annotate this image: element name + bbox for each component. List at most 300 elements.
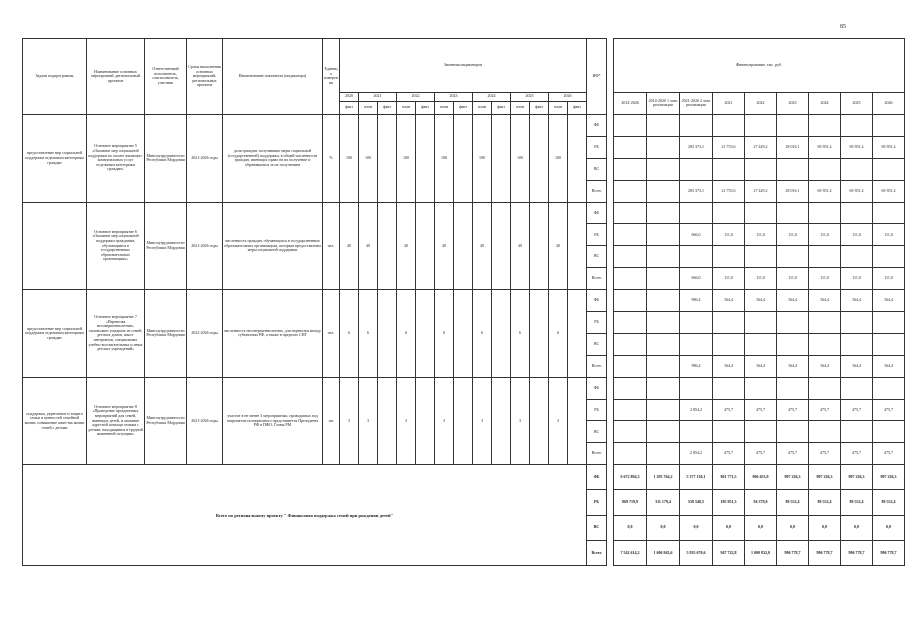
finance-value <box>745 312 777 334</box>
finance-value: 111,0 <box>873 224 905 246</box>
finance-value: 164,4 <box>841 290 873 312</box>
block-indicator: доля граждан, получивших меры социальной (государственной) поддержки, в общей численности граждан, имеющих право на их получение и обратившихся за их получением <box>223 114 323 202</box>
header-subcol: факт <box>378 101 397 114</box>
total-value: 0,0 <box>713 515 745 540</box>
source-cell: ВС <box>587 158 607 180</box>
finance-value: 475,7 <box>841 399 873 421</box>
header-fin-col: 2025 <box>841 92 873 114</box>
header-measure: Наименование основных мероприятий, региональный проектов <box>87 39 145 115</box>
indicator-value <box>378 377 397 465</box>
finance-value: 475,7 <box>745 443 777 465</box>
total-value: 0,0 <box>680 515 713 540</box>
header-fin-col: 2014-2020 1 этап реализации <box>647 92 680 114</box>
finance-value <box>841 246 873 268</box>
finance-value: 475,7 <box>841 443 873 465</box>
finance-value <box>809 202 841 224</box>
finance-value <box>841 202 873 224</box>
finance-value <box>713 202 745 224</box>
header-fin-col: 2014-2026 <box>614 92 647 114</box>
finance-value <box>647 443 680 465</box>
block-measure: Основное мероприятие 5 «Оказание мер социальной поддержки по оплате жилищно-коммунальных услуг отдельным категориям граждан» <box>87 114 145 202</box>
total-value: 947 722,8 <box>713 540 745 565</box>
header-subcol: план <box>549 101 568 114</box>
finance-value <box>809 312 841 334</box>
indicator-value <box>530 290 549 378</box>
block-unit: чел. <box>323 290 340 378</box>
finance-value <box>614 136 647 158</box>
indicator-value: 3 <box>359 377 378 465</box>
block-task: предоставление мер социальной поддержки отдельным категориям граждан <box>23 290 87 378</box>
finance-value: 475,7 <box>713 443 745 465</box>
finance-value <box>680 246 713 268</box>
finance-value: 164,4 <box>777 355 809 377</box>
finance-value <box>745 158 777 180</box>
header-year: 2025 <box>511 92 549 101</box>
total-value: 6 672 894,3 <box>614 465 647 490</box>
finance-value: 283 373,1 <box>680 136 713 158</box>
block-responsible: Минсоцтрудзанятости Республики Мордовия <box>145 202 187 290</box>
finance-value <box>841 312 873 334</box>
source-cell: ВС <box>587 333 607 355</box>
header-period: Сроки выполнения основных мероприятий, региональных проектов <box>187 39 223 115</box>
source-cell: РБ <box>587 224 607 246</box>
finance-value <box>647 246 680 268</box>
finance-value <box>647 421 680 443</box>
finance-value: 2 854,2 <box>680 399 713 421</box>
finance-value: 111,0 <box>841 268 873 290</box>
source-cell: Всего <box>587 355 607 377</box>
header-fin-col: 2024 <box>809 92 841 114</box>
indicator-value: 6 <box>473 290 492 378</box>
finance-value <box>647 355 680 377</box>
total-value: 0,0 <box>809 515 841 540</box>
finance-value <box>614 333 647 355</box>
indicator-value <box>416 114 435 202</box>
finance-value <box>614 224 647 246</box>
header-subcol: план <box>397 101 416 114</box>
finance-value <box>680 114 713 136</box>
finance-value <box>809 246 841 268</box>
header-fin-col: 2026 <box>873 92 905 114</box>
finance-value: 164,4 <box>841 355 873 377</box>
source-cell: РБ <box>587 312 607 334</box>
finance-value: 28 016,1 <box>777 136 809 158</box>
total-value: 996 778,7 <box>873 540 905 565</box>
finance-value <box>841 377 873 399</box>
finance-value <box>647 114 680 136</box>
block-indicator: численность граждан, обучающихся в государственных образовательных организациях, которым предоставлены меры социальной поддержки <box>223 202 323 290</box>
header-subcol: план <box>511 101 530 114</box>
finance-value <box>614 202 647 224</box>
table-row <box>23 39 905 93</box>
header-source: ИФ* <box>587 39 607 115</box>
indicator-value: 100 <box>549 114 568 202</box>
total-value: 861 771,5 <box>713 465 745 490</box>
finance-value <box>713 158 745 180</box>
indicator-value: 6 <box>549 290 568 378</box>
total-value: 558 540,5 <box>680 490 713 515</box>
finance-value <box>614 443 647 465</box>
header-subcol: факт <box>416 101 435 114</box>
finance-value <box>680 421 713 443</box>
indicator-value <box>492 377 511 465</box>
header-subcol: факт <box>340 101 359 114</box>
indicator-value: 3 <box>397 377 416 465</box>
finance-value: 164,4 <box>873 290 905 312</box>
total-value: 0,0 <box>873 515 905 540</box>
indicator-value: 6 <box>397 290 416 378</box>
indicator-value <box>492 202 511 290</box>
source-cell: Всего <box>587 540 607 565</box>
indicator-value: 100 <box>359 114 378 202</box>
table-row <box>23 377 905 399</box>
finance-value: 164,4 <box>713 290 745 312</box>
header-year: 2024 <box>473 92 511 101</box>
total-value: 996 778,7 <box>777 540 809 565</box>
header-indicator-values: Значения индикаторов <box>340 39 587 93</box>
indicator-value <box>416 202 435 290</box>
finance-value <box>614 399 647 421</box>
finance-value <box>841 333 873 355</box>
block-responsible: Минсоцтрудзанятости Республики Мордовия <box>145 114 187 202</box>
total-value: 906 453,0 <box>745 465 777 490</box>
header-subcol: план <box>435 101 454 114</box>
source-cell: ФБ <box>587 290 607 312</box>
total-value: 907 226,3 <box>873 465 905 490</box>
finance-value <box>777 333 809 355</box>
indicator-value: 40 <box>435 202 454 290</box>
total-value: 0,0 <box>614 515 647 540</box>
finance-value <box>713 421 745 443</box>
block-unit: чел. <box>323 202 340 290</box>
finance-value <box>614 158 647 180</box>
finance-value: 164,4 <box>745 290 777 312</box>
finance-value <box>873 202 905 224</box>
finance-value <box>647 224 680 246</box>
finance-value: 111,0 <box>713 268 745 290</box>
finance-value: 69 391,4 <box>873 180 905 202</box>
total-value: 94 379,0 <box>745 490 777 515</box>
block-responsible: Минсоцтрудзанятости Республики Мордовия <box>145 377 187 465</box>
finance-value <box>680 333 713 355</box>
finance-value: 283 373,1 <box>680 180 713 202</box>
indicator-value <box>378 202 397 290</box>
finance-value: 21 753,6 <box>713 136 745 158</box>
finance-value: 475,7 <box>745 399 777 421</box>
source-cell: Всего <box>587 180 607 202</box>
indicator-value: 100 <box>511 114 530 202</box>
indicator-value <box>378 114 397 202</box>
indicator-value: 40 <box>340 202 359 290</box>
source-cell: ФБ <box>587 465 607 490</box>
total-value: 0,0 <box>777 515 809 540</box>
finance-value <box>777 377 809 399</box>
indicator-value <box>568 202 587 290</box>
total-value: 0,0 <box>647 515 680 540</box>
total-label: Всего по региональному проекту " Финансовая поддержка семей при рождении детей" <box>23 465 587 566</box>
finance-value <box>647 312 680 334</box>
indicator-value: 100 <box>473 114 492 202</box>
total-value: 185 951,3 <box>713 490 745 515</box>
header-unit: Единица измерения <box>323 39 340 115</box>
finance-value <box>614 312 647 334</box>
finance-value <box>777 114 809 136</box>
header-subcol: факт <box>454 101 473 114</box>
total-value: 311 179,4 <box>647 490 680 515</box>
total-value: 5 377 130,1 <box>680 465 713 490</box>
finance-value <box>777 246 809 268</box>
indicator-value <box>568 290 587 378</box>
finance-value <box>745 333 777 355</box>
column-gap <box>607 39 614 566</box>
finance-value: 111,0 <box>809 268 841 290</box>
indicator-value <box>454 114 473 202</box>
finance-value: 111,0 <box>745 224 777 246</box>
finance-value: 69 391,4 <box>809 180 841 202</box>
indicator-value <box>454 202 473 290</box>
finance-value: 111,0 <box>777 268 809 290</box>
finance-value: 164,4 <box>873 355 905 377</box>
total-value: 7 542 614,2 <box>614 540 647 565</box>
source-cell: Всего <box>587 268 607 290</box>
total-value: 89 552,4 <box>873 490 905 515</box>
indicator-value <box>378 290 397 378</box>
block-period: 2022-2026 годы <box>187 290 223 378</box>
block-indicator: численность несовершеннолетних, для перевозки между субъектами РФ, а также в пределах СНГ <box>223 290 323 378</box>
finance-value <box>713 246 745 268</box>
finance-value <box>614 290 647 312</box>
finance-value: 21 753,6 <box>713 180 745 202</box>
indicator-value <box>492 114 511 202</box>
finance-value: 475,7 <box>873 443 905 465</box>
finance-value <box>614 355 647 377</box>
finance-value <box>647 202 680 224</box>
finance-value: 69 391,4 <box>841 136 873 158</box>
total-value: 1 295 764,2 <box>647 465 680 490</box>
finance-value <box>647 268 680 290</box>
block-period: 2021-2026 годы <box>187 114 223 202</box>
table-row <box>23 465 905 490</box>
total-value: 89 552,4 <box>841 490 873 515</box>
finance-value <box>713 312 745 334</box>
finance-value <box>614 246 647 268</box>
total-value: 996 778,7 <box>841 540 873 565</box>
header-subcol: план <box>359 101 378 114</box>
source-cell: ВС <box>587 515 607 540</box>
source-cell: РБ <box>587 399 607 421</box>
finance-value <box>614 114 647 136</box>
finance-value: 164,4 <box>777 290 809 312</box>
finance-value <box>647 399 680 421</box>
block-unit: шт <box>323 377 340 465</box>
indicator-value: 40 <box>397 202 416 290</box>
finance-value <box>614 268 647 290</box>
finance-value: 111,0 <box>873 268 905 290</box>
header-fin-col: 2021 <box>713 92 745 114</box>
indicator-value: 40 <box>549 202 568 290</box>
header-subcol: факт <box>568 101 587 114</box>
indicator-value <box>416 377 435 465</box>
header-year: 2022 <box>397 92 435 101</box>
finance-value <box>680 158 713 180</box>
source-cell: ВС <box>587 246 607 268</box>
finance-value: 111,0 <box>841 224 873 246</box>
header-fin-col: 2023 <box>777 92 809 114</box>
total-value: 1 606 943,6 <box>647 540 680 565</box>
finance-value <box>647 377 680 399</box>
header-task: Задачи подпрограммы <box>23 39 87 115</box>
finance-value: 164,4 <box>713 355 745 377</box>
finance-value <box>777 312 809 334</box>
finance-value: 475,7 <box>809 399 841 421</box>
finance-value: 986,4 <box>680 290 713 312</box>
block-unit: % <box>323 114 340 202</box>
finance-value: 111,0 <box>713 224 745 246</box>
total-value: 1 000 832,0 <box>745 540 777 565</box>
indicator-value: 3 <box>511 377 530 465</box>
indicator-value: 6 <box>340 290 359 378</box>
finance-value: 475,7 <box>809 443 841 465</box>
indicator-value: 3 <box>340 377 359 465</box>
total-value: 0,0 <box>745 515 777 540</box>
finance-value <box>873 333 905 355</box>
finance-value <box>647 136 680 158</box>
header-responsible: Ответственный исполнитель, соисполнитель, участник <box>145 39 187 115</box>
indicator-value: 3 <box>549 377 568 465</box>
finance-value <box>873 312 905 334</box>
total-value: 996 778,7 <box>809 540 841 565</box>
finance-value: 111,0 <box>777 224 809 246</box>
block-responsible: Минсоцтрудзанятости Республики Мордовия <box>145 290 187 378</box>
finance-value <box>614 180 647 202</box>
finance-value: 164,4 <box>745 355 777 377</box>
header-indicator: Наименование показателя (индикатора) <box>223 39 323 115</box>
finance-value <box>809 114 841 136</box>
indicator-value <box>530 202 549 290</box>
block-task <box>23 202 87 290</box>
finance-value: 27 429,2 <box>745 180 777 202</box>
finance-value <box>809 377 841 399</box>
finance-value <box>647 333 680 355</box>
header-subcol: факт <box>530 101 549 114</box>
header-financing: Финансирование, тыс. руб. <box>614 39 905 93</box>
indicator-value: 6 <box>511 290 530 378</box>
finance-value <box>614 421 647 443</box>
finance-value <box>841 114 873 136</box>
indicator-value <box>416 290 435 378</box>
finance-value <box>873 421 905 443</box>
indicator-value <box>454 377 473 465</box>
total-value: 89 552,4 <box>777 490 809 515</box>
finance-value <box>777 158 809 180</box>
source-cell: ФБ <box>587 202 607 224</box>
finance-value <box>647 290 680 312</box>
table-row <box>23 114 905 136</box>
finance-value <box>841 158 873 180</box>
indicator-value: 100 <box>340 114 359 202</box>
finance-value: 111,0 <box>809 224 841 246</box>
header-year: 2021 <box>359 92 397 101</box>
finance-value: 2 854,2 <box>680 443 713 465</box>
finance-value: 69 391,4 <box>873 136 905 158</box>
block-measure: Основное мероприятие 8 «Проведение праздничных мероприятий для семей, имеющих детей, и оказание адресной помощи семьям с детьми, находящимся в трудной жизненной ситуации» <box>87 377 145 465</box>
header-fin-col: 2022 <box>745 92 777 114</box>
indicator-value: 6 <box>359 290 378 378</box>
indicator-value <box>454 290 473 378</box>
header-subcol: план <box>473 101 492 114</box>
finance-value <box>809 158 841 180</box>
indicator-value <box>530 377 549 465</box>
finance-value: 986,4 <box>680 355 713 377</box>
source-cell: РБ <box>587 490 607 515</box>
header-year: 2023 <box>435 92 473 101</box>
finance-value <box>713 333 745 355</box>
finance-value <box>680 377 713 399</box>
indicator-value: 3 <box>473 377 492 465</box>
finance-value <box>614 377 647 399</box>
header-subcol: факт <box>492 101 511 114</box>
finance-value <box>873 377 905 399</box>
finance-value <box>809 333 841 355</box>
block-measure: Основное мероприятие 6 «Оказание мер социальной поддержки гражданам, обучающимся в государственных образовательных организациях» <box>87 202 145 290</box>
total-value: 869 719,9 <box>614 490 647 515</box>
finance-value: 164,4 <box>809 290 841 312</box>
source-cell: Всего <box>587 443 607 465</box>
indicator-value: 6 <box>435 290 454 378</box>
finance-value <box>777 421 809 443</box>
finance-value: 111,0 <box>745 268 777 290</box>
table-row <box>23 290 905 312</box>
finance-value <box>745 246 777 268</box>
finance-value: 164,4 <box>809 355 841 377</box>
indicator-value <box>568 377 587 465</box>
table-row <box>23 202 905 224</box>
total-value: 907 226,3 <box>809 465 841 490</box>
finance-value: 666,0 <box>680 268 713 290</box>
indicator-value: 100 <box>397 114 416 202</box>
total-value: 89 552,4 <box>809 490 841 515</box>
block-task: предоставление мер социальной поддержки отдельным категориям граждан <box>23 114 87 202</box>
indicator-value: 40 <box>473 202 492 290</box>
finance-value <box>745 202 777 224</box>
finance-value <box>873 246 905 268</box>
finance-value <box>745 421 777 443</box>
finance-value: 475,7 <box>777 443 809 465</box>
finance-value <box>841 421 873 443</box>
indicator-value: 3 <box>435 377 454 465</box>
total-value: 5 935 670,6 <box>680 540 713 565</box>
finance-value <box>745 114 777 136</box>
indicator-value <box>492 290 511 378</box>
source-cell: ВС <box>587 421 607 443</box>
finance-value: 475,7 <box>873 399 905 421</box>
finance-value <box>647 180 680 202</box>
finance-value <box>647 158 680 180</box>
finance-value <box>680 312 713 334</box>
block-task: поддержка, укрепление и защита семьи и ценностей семейной жизни, повышение качества жизни семей с детьми <box>23 377 87 465</box>
program-table <box>22 38 905 566</box>
finance-value: 475,7 <box>777 399 809 421</box>
source-cell: РБ <box>587 136 607 158</box>
block-measure: Основное мероприятие 7 «Перевозка несовершеннолетних, самовольно ушедших из семей, детских домов, школ-интернатов, специальных учебно-воспитательных и иных детских учреждений» <box>87 290 145 378</box>
finance-value <box>713 377 745 399</box>
finance-value: 27 429,2 <box>745 136 777 158</box>
total-value: 907 226,3 <box>777 465 809 490</box>
indicator-value: 100 <box>435 114 454 202</box>
block-period: 2021-2026 годы <box>187 377 223 465</box>
finance-value <box>680 202 713 224</box>
finance-value <box>809 421 841 443</box>
